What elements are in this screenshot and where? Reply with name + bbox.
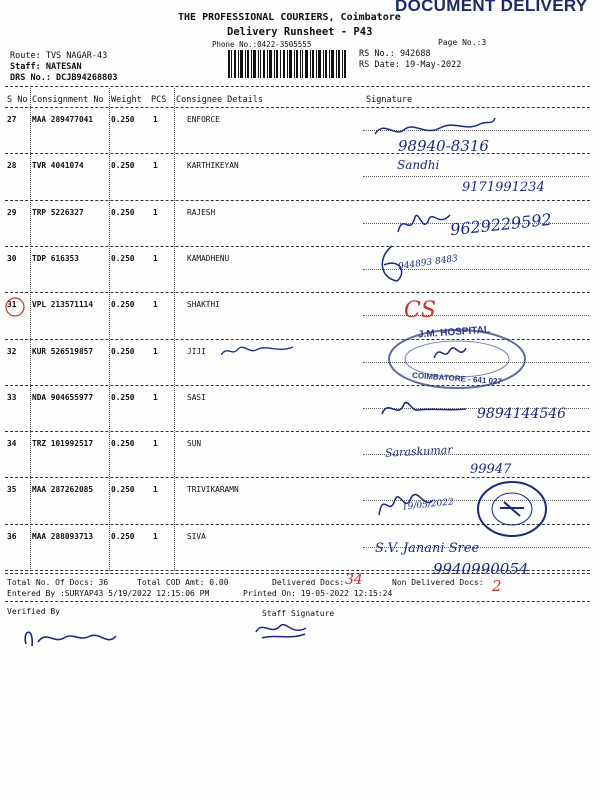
row-sno: 36 bbox=[7, 531, 17, 541]
verifier-signature bbox=[20, 622, 120, 656]
row36-name: S.V. Janani Sree bbox=[375, 541, 480, 556]
row-consignee: SUN bbox=[187, 439, 202, 449]
row-consignment: MAA 289477041 bbox=[32, 115, 94, 124]
signature-row-29 bbox=[395, 207, 455, 241]
row-weight: 0.250 bbox=[111, 161, 135, 171]
row-divider bbox=[5, 246, 590, 247]
row30-note: 944893 8483 bbox=[397, 253, 459, 273]
row-weight: 0.250 bbox=[111, 346, 135, 356]
row-divider bbox=[5, 292, 590, 293]
barcode bbox=[228, 50, 346, 78]
row-sno: 27 bbox=[7, 115, 17, 124]
printed-on: Printed On: 19-05-2022 12:15:24 bbox=[243, 589, 393, 598]
row-consignment: KUR 526519857 bbox=[32, 346, 94, 356]
signature-row-33 bbox=[378, 396, 470, 422]
row-pcs: 1 bbox=[153, 253, 158, 263]
row34-name: Saraskumar bbox=[384, 443, 453, 460]
row36-phone: 9940990054 bbox=[433, 560, 529, 578]
row-pcs: 1 bbox=[153, 161, 158, 171]
row-weight: 0.250 bbox=[111, 253, 135, 263]
non-delivered-docs-label: Non Delivered Docs: bbox=[392, 578, 484, 587]
trivikaram-stamp bbox=[474, 478, 550, 540]
row-consignee: JIJI bbox=[187, 346, 206, 356]
row-consignment: TRZ 101992517 bbox=[32, 439, 94, 449]
col-consignee: Consignee Details bbox=[176, 95, 263, 105]
row-pcs: 1 bbox=[153, 531, 158, 541]
row-consignment: MAA 287262085 bbox=[32, 485, 94, 495]
consignee-signature-row-32 bbox=[218, 341, 298, 361]
delivered-docs-count: 34 bbox=[345, 572, 363, 588]
signature-row-32 bbox=[430, 340, 470, 366]
row-consignee: SHAKTHI bbox=[187, 300, 220, 310]
row-weight: 0.250 bbox=[111, 392, 135, 402]
route: Route: TVS NAGAR-43 bbox=[10, 51, 108, 61]
row-consignee: SIVA bbox=[187, 531, 206, 541]
row-pcs: 1 bbox=[153, 207, 158, 217]
row-pcs: 1 bbox=[153, 115, 158, 124]
row-pcs: 1 bbox=[153, 392, 158, 402]
staff: Staff: NATESAN bbox=[10, 62, 82, 72]
staff-signature bbox=[250, 614, 312, 644]
row-consignment: TRP 5226327 bbox=[32, 207, 84, 217]
non-delivered-docs-count: 2 bbox=[492, 577, 502, 595]
col-weight: Weight bbox=[111, 95, 142, 105]
total-cod: Total COD Amt: 0.00 bbox=[137, 578, 229, 587]
row28-name: Sandhi bbox=[397, 158, 440, 172]
company-name: THE PROFESSIONAL COURIERS, Coimbatore bbox=[178, 12, 401, 23]
row33-phone: 9894144546 bbox=[477, 406, 567, 422]
hospital-stamp-bottom: COIMBATORE - 641 027 bbox=[411, 370, 503, 387]
row-divider bbox=[5, 200, 590, 201]
staff-signature-label: Staff Signature bbox=[262, 609, 335, 618]
row-consignment: VPL 213571114 bbox=[32, 300, 94, 310]
row-consignment: MAA 288093713 bbox=[32, 531, 94, 541]
total-docs: Total No. Of Docs: 36 bbox=[7, 578, 109, 587]
row-consignee: ENFORCE bbox=[187, 115, 220, 124]
page-number: Page No.:3 bbox=[438, 38, 487, 47]
row-sno: 28 bbox=[7, 161, 17, 171]
row-consignee: KARTHIKEYAN bbox=[187, 161, 239, 171]
row31-circle-mark bbox=[4, 296, 26, 318]
row-sno: 30 bbox=[7, 253, 17, 263]
row-weight: 0.250 bbox=[111, 485, 135, 495]
rs-date: RS Date: 19-May-2022 bbox=[359, 60, 462, 70]
verified-by-label: Verified By bbox=[7, 607, 60, 616]
row-weight: 0.250 bbox=[111, 207, 135, 217]
row-consignment: NDA 904655977 bbox=[32, 392, 94, 402]
row-weight: 0.250 bbox=[111, 439, 135, 449]
row-sno: 34 bbox=[7, 439, 17, 449]
signature-line bbox=[363, 315, 589, 316]
col-signature: Signature bbox=[366, 95, 413, 105]
row-consignee: RAJESH bbox=[187, 207, 216, 217]
document-delivery-stamp: DOCUMENT DELIVERY bbox=[395, 0, 588, 15]
row-consignee: TRIVIKARAMN bbox=[187, 485, 239, 495]
drs-number: DRS No.: DCJB94268803 bbox=[10, 73, 118, 83]
row35-date: 19/05/2022 bbox=[401, 497, 455, 513]
row-divider bbox=[5, 431, 590, 432]
rs-number: RS No.: 942688 bbox=[359, 49, 431, 59]
entered-by: Entered By :SURYAP43 5/19/2022 12:15:06 PM bbox=[7, 589, 210, 598]
row-pcs: 1 bbox=[153, 439, 158, 449]
row-pcs: 1 bbox=[153, 346, 158, 356]
delivered-docs-label: Delivered Docs: bbox=[272, 578, 345, 587]
signature-line bbox=[363, 176, 589, 177]
row31-mark: CS bbox=[404, 298, 436, 323]
row-sno: 35 bbox=[7, 485, 17, 495]
row-sno: 32 bbox=[7, 346, 17, 356]
col-pcs: PCS bbox=[151, 95, 167, 105]
row-divider bbox=[5, 153, 590, 154]
row-sno: 33 bbox=[7, 392, 17, 402]
row34-phone: 99947 bbox=[470, 462, 512, 477]
row27-phone: 98940-8316 bbox=[398, 137, 489, 155]
row-pcs: 1 bbox=[153, 300, 158, 310]
row-pcs: 1 bbox=[153, 485, 158, 495]
phone-number: Phone No.:0422-3505555 bbox=[212, 40, 312, 49]
row-weight: 0.250 bbox=[111, 115, 135, 124]
row29-phone: 9629229592 bbox=[449, 209, 553, 240]
row-weight: 0.250 bbox=[111, 531, 135, 541]
row-weight: 0.250 bbox=[111, 300, 135, 310]
row-consignee: KAMADHENU bbox=[187, 253, 230, 263]
row28-phone: 9171991234 bbox=[462, 180, 545, 195]
row-consignee: SASI bbox=[187, 392, 206, 402]
col-sno: S No bbox=[7, 95, 28, 105]
col-consignment: Consignment No bbox=[32, 95, 104, 105]
row-consignment: TDP 616353 bbox=[32, 253, 79, 263]
runsheet-title: Delivery Runsheet - P43 bbox=[227, 26, 373, 38]
row-consignment: TVR 4041074 bbox=[32, 161, 84, 171]
hospital-stamp-top: J.M. HOSPITAL bbox=[417, 324, 491, 341]
row-sno: 31 bbox=[7, 300, 17, 310]
row-sno: 29 bbox=[7, 207, 17, 217]
